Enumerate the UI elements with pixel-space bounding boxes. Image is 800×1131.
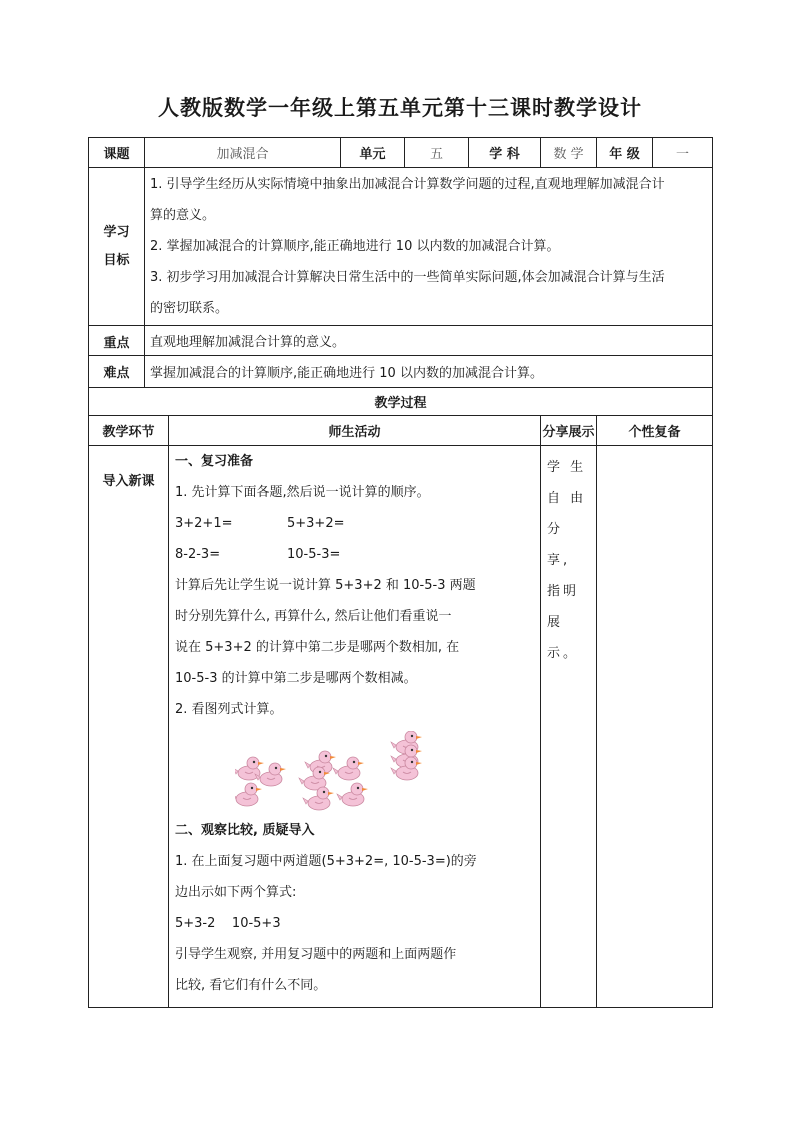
key-row xyxy=(89,326,713,356)
section-heading: 二、观察比较, 质疑导入 xyxy=(175,823,315,838)
goal-line: 1. 引导学生经历从实际情境中抽象出加减混合计算数学问题的过程,直观地理解加减混合计 xyxy=(150,177,665,192)
equation: 10-5-3= xyxy=(287,547,341,562)
activity-line: 引导学生观察, 并用复习题中的两题和上面两题作 xyxy=(175,947,457,962)
goal-line: 2. 掌握加减混合的计算顺序,能正确地进行 10 以内数的加减混合计算。 xyxy=(150,239,560,254)
goals-label: 学习 目标 xyxy=(89,168,145,326)
process-content-row xyxy=(89,446,713,1008)
activity-cell xyxy=(169,446,541,1008)
equation-row xyxy=(175,508,534,539)
col-activity: 师生活动 xyxy=(169,416,541,446)
unit-value: 五 xyxy=(405,138,469,168)
difficulty-text: 掌握加减混合的计算顺序,能正确地进行 10 以内数的加减混合计算。 xyxy=(145,356,713,388)
activity-line: 1. 在上面复习题中两道题(5+3+2=, 10-5-3=)的旁 xyxy=(175,854,477,869)
activity-line: 边出示如下两个算式: xyxy=(175,885,297,900)
formula-line: 5+3-2 10-5+3 xyxy=(175,916,281,931)
subject-value: 数 学 xyxy=(541,138,597,168)
equation: 8-2-3= xyxy=(175,547,221,562)
goals-content xyxy=(145,168,713,326)
unit-label: 单元 xyxy=(341,138,405,168)
duck-icon xyxy=(303,787,334,810)
goal-line: 3. 初步学习用加减混合计算解决日常生活中的一些简单实际问题,体会加减混合计算与生活 xyxy=(150,270,665,285)
col-prep: 个性复备 xyxy=(597,416,713,446)
process-title-row xyxy=(89,388,713,416)
activity-line: 1. 先计算下面各题,然后说一说计算的顺序。 xyxy=(175,485,430,500)
duck-icon xyxy=(337,783,368,806)
subject-label: 学 科 xyxy=(469,138,541,168)
key-label: 重点 xyxy=(89,326,145,356)
difficulty-row xyxy=(89,356,713,388)
goals-row xyxy=(89,168,713,326)
equation: 5+3+2= xyxy=(287,516,345,531)
duck-picture xyxy=(235,731,534,813)
goal-line: 算的意义。 xyxy=(150,208,216,223)
process-title: 教学过程 xyxy=(89,388,713,416)
activity-line: 时分别先算什么, 再算什么, 然后让他们看重说一 xyxy=(175,609,452,624)
grade-label: 年 级 xyxy=(597,138,653,168)
stage-cell: 导入新课 xyxy=(89,446,169,1008)
lesson-plan-table xyxy=(88,137,713,1008)
ducks-illustration xyxy=(235,731,435,813)
prep-cell xyxy=(597,446,713,1008)
equation: 3+2+1= xyxy=(175,516,233,531)
activity-line: 说在 5+3+2 的计算中第二步是哪两个数相加, 在 xyxy=(175,640,460,655)
share-line: 享, 指明展示。 xyxy=(547,553,580,661)
grade-value: 一 xyxy=(653,138,713,168)
section-heading: 一、复习准备 xyxy=(175,454,254,469)
key-text: 直观地理解加减混合计算的意义。 xyxy=(145,326,713,356)
share-cell xyxy=(541,446,597,1008)
duck-icon xyxy=(235,783,262,806)
activity-line: 2. 看图列式计算。 xyxy=(175,702,283,717)
difficulty-label: 难点 xyxy=(89,356,145,388)
activity-line: 比较, 看它们有什么不同。 xyxy=(175,978,327,993)
activity-line: 10-5-3 的计算中第二步是哪两个数相减。 xyxy=(175,671,417,686)
duck-icon xyxy=(333,757,364,780)
activity-line: 计算后先让学生说一说计算 5+3+2 和 10-5-3 两题 xyxy=(175,578,476,593)
col-stage: 教学环节 xyxy=(89,416,169,446)
topic-value: 加减混合 xyxy=(145,138,341,168)
page-title: 人教版数学一年级上第五单元第十三课时教学设计 xyxy=(158,96,642,120)
goal-line: 的密切联系。 xyxy=(150,301,229,316)
share-line: 学 生 自 由 分 xyxy=(547,460,587,537)
equation-row xyxy=(175,539,534,570)
col-share: 分享展示 xyxy=(541,416,597,446)
header-row xyxy=(89,138,713,168)
process-header-row xyxy=(89,416,713,446)
topic-label: 课题 xyxy=(89,138,145,168)
